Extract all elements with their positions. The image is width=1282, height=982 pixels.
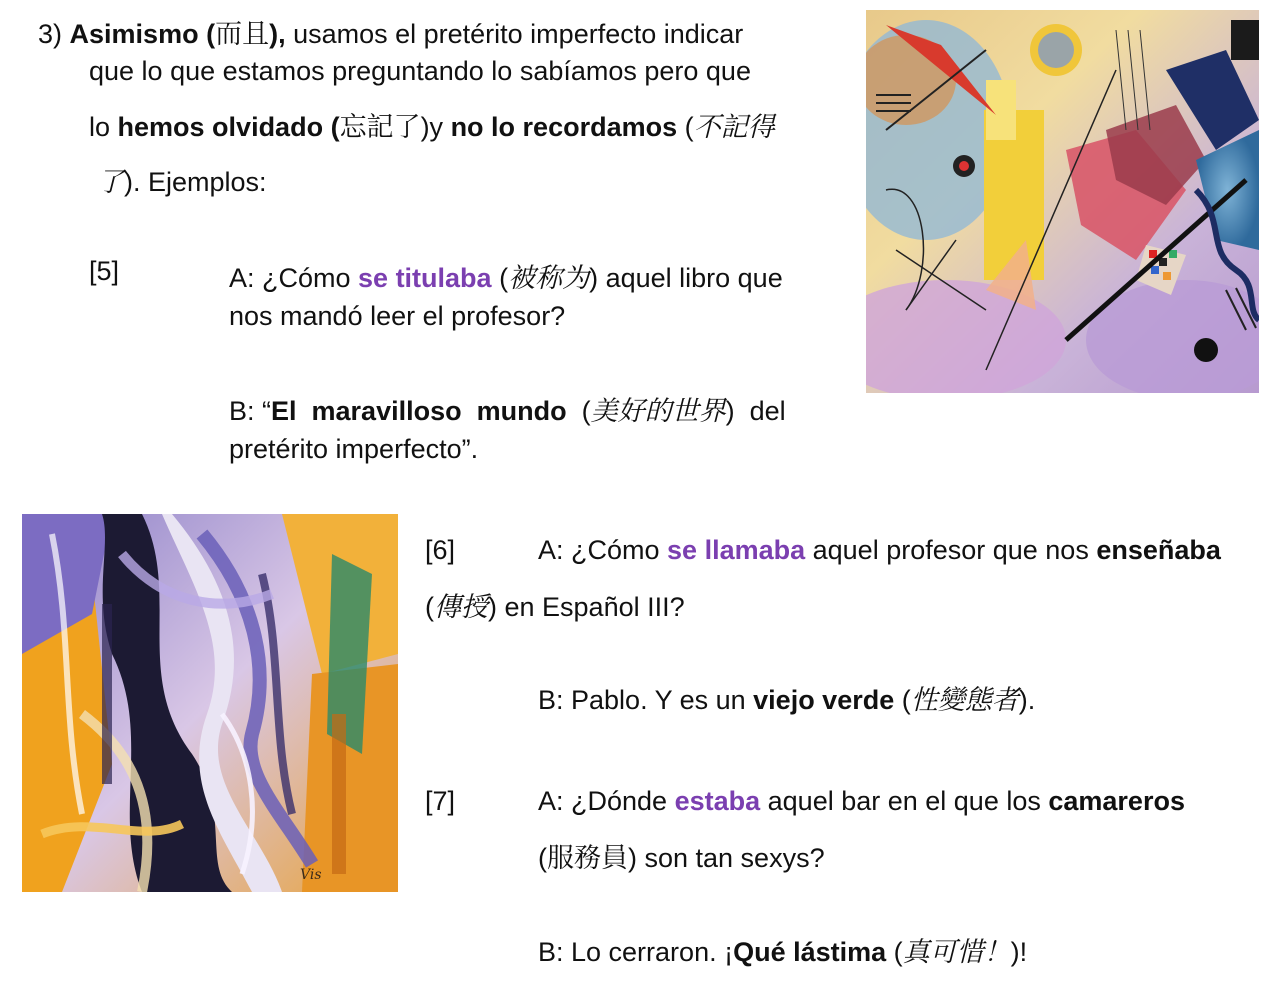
point3-lead-cjk: 而且 — [215, 19, 270, 50]
point3-line2: que lo que estamos preguntando lo sabíamos pero que — [89, 56, 751, 86]
point3-line3-bold2: no lo recordamos — [450, 112, 678, 142]
ex6-b-post: ). — [1018, 685, 1036, 715]
ex7-b-pre: B: Lo cerraron. ¡ — [538, 937, 734, 967]
abstract-painting-kandinsky — [866, 10, 1259, 393]
ex6-a-mid: aquel profesor que nos — [805, 535, 1097, 565]
ex6-a-cjk: 傳授 — [434, 592, 488, 623]
ex7-b-open: ( — [886, 937, 903, 967]
ex6-a-verb: se llamaba — [667, 535, 806, 565]
ex5-b-bold: El maravilloso mundo — [271, 396, 567, 426]
point3-line4 — [97, 160, 267, 199]
ex5-a-verb: se titulaba — [358, 263, 492, 293]
point3-number: 3) — [38, 19, 63, 49]
abstract-painting-expressionist — [22, 514, 398, 892]
ex7-a-line2 — [538, 836, 825, 875]
ex7-b-cjk: 真可惜！ — [902, 937, 1011, 968]
point3-lead: Asimismo ( — [69, 19, 216, 49]
ex7-b-line — [538, 930, 1027, 969]
ex5-number: [5] — [89, 256, 120, 286]
point3-lead-close: ), — [269, 19, 286, 49]
point3-line3-post: ( — [677, 112, 694, 142]
point3-line1-rest: usamos el pretérito imperfecto indicar — [285, 19, 744, 49]
ex7-b-bold: Qué lástima — [733, 937, 887, 967]
ex5-b-open: ( — [566, 396, 591, 426]
ex5-a-post: ) aquel libro que — [589, 263, 783, 293]
ex5-b-line1 — [229, 389, 786, 428]
point3-line3-mid: )y — [420, 112, 451, 142]
point3-line3-cjk2: 不記得 — [693, 112, 775, 143]
ex7-number: [7] — [425, 786, 456, 816]
ex6-a-bold: enseñaba — [1096, 535, 1221, 565]
ex5-a-line1 — [229, 256, 783, 295]
ex6-b-cjk: 性變態者 — [910, 685, 1019, 716]
ex7-a-bold: camareros — [1048, 786, 1185, 816]
point3-line3-bold: hemos olvidado ( — [117, 112, 340, 142]
ex6-a-post: ) en Español III? — [488, 592, 685, 622]
ex5-a-pre: A: ¿Cómo — [229, 263, 359, 293]
ex7-a-line1 — [538, 786, 1185, 817]
ex7-b-post: )! — [1010, 937, 1028, 967]
ex6-a-line2 — [425, 585, 685, 624]
point3-line1 — [38, 12, 743, 51]
ex5-b-pre: B: “ — [229, 396, 272, 426]
ex6-a-line1 — [538, 535, 1221, 566]
ex5-b-line2: pretérito imperfecto”. — [229, 434, 479, 464]
ex5-a-cjk: 被称为 — [508, 263, 590, 294]
ex7-a-post: ) son tan sexys? — [628, 843, 825, 873]
painting-signature: Vis — [300, 867, 322, 883]
ex5-b-cjk: 美好的世界 — [590, 396, 726, 427]
ex7-a-verb: estaba — [674, 786, 761, 816]
ex5-b-post: ) del — [725, 396, 786, 426]
ex6-a-open: ( — [425, 592, 434, 622]
ex6-b-pre: B: Pablo. Y es un — [538, 685, 754, 715]
ex5-a-open: ( — [491, 263, 509, 293]
ex6-a-pre: A: ¿Cómo — [538, 535, 668, 565]
ex7-a-mid: aquel bar en el que los — [760, 786, 1049, 816]
point3-line4-cjk: 了 — [97, 167, 124, 198]
ex7-a-open: ( — [538, 843, 547, 873]
expressionist-svg — [22, 514, 398, 892]
point3-line3-cjk: 忘記了 — [339, 112, 421, 143]
ex6-b-bold: viejo verde — [753, 685, 895, 715]
point3-line3-pre: lo — [89, 112, 118, 142]
point3-line4-rest: ). Ejemplos: — [124, 167, 267, 197]
ex7-a-pre: A: ¿Dónde — [538, 786, 675, 816]
ex6-number: [6] — [425, 535, 456, 565]
kandinsky-svg — [866, 10, 1259, 393]
ex6-b-open: ( — [894, 685, 911, 715]
point3-line3 — [89, 105, 775, 144]
ex6-b-line — [538, 678, 1035, 717]
ex5-a-line2: nos mandó leer el profesor? — [229, 301, 566, 331]
ex7-a-cjk: 服務員 — [547, 843, 628, 874]
